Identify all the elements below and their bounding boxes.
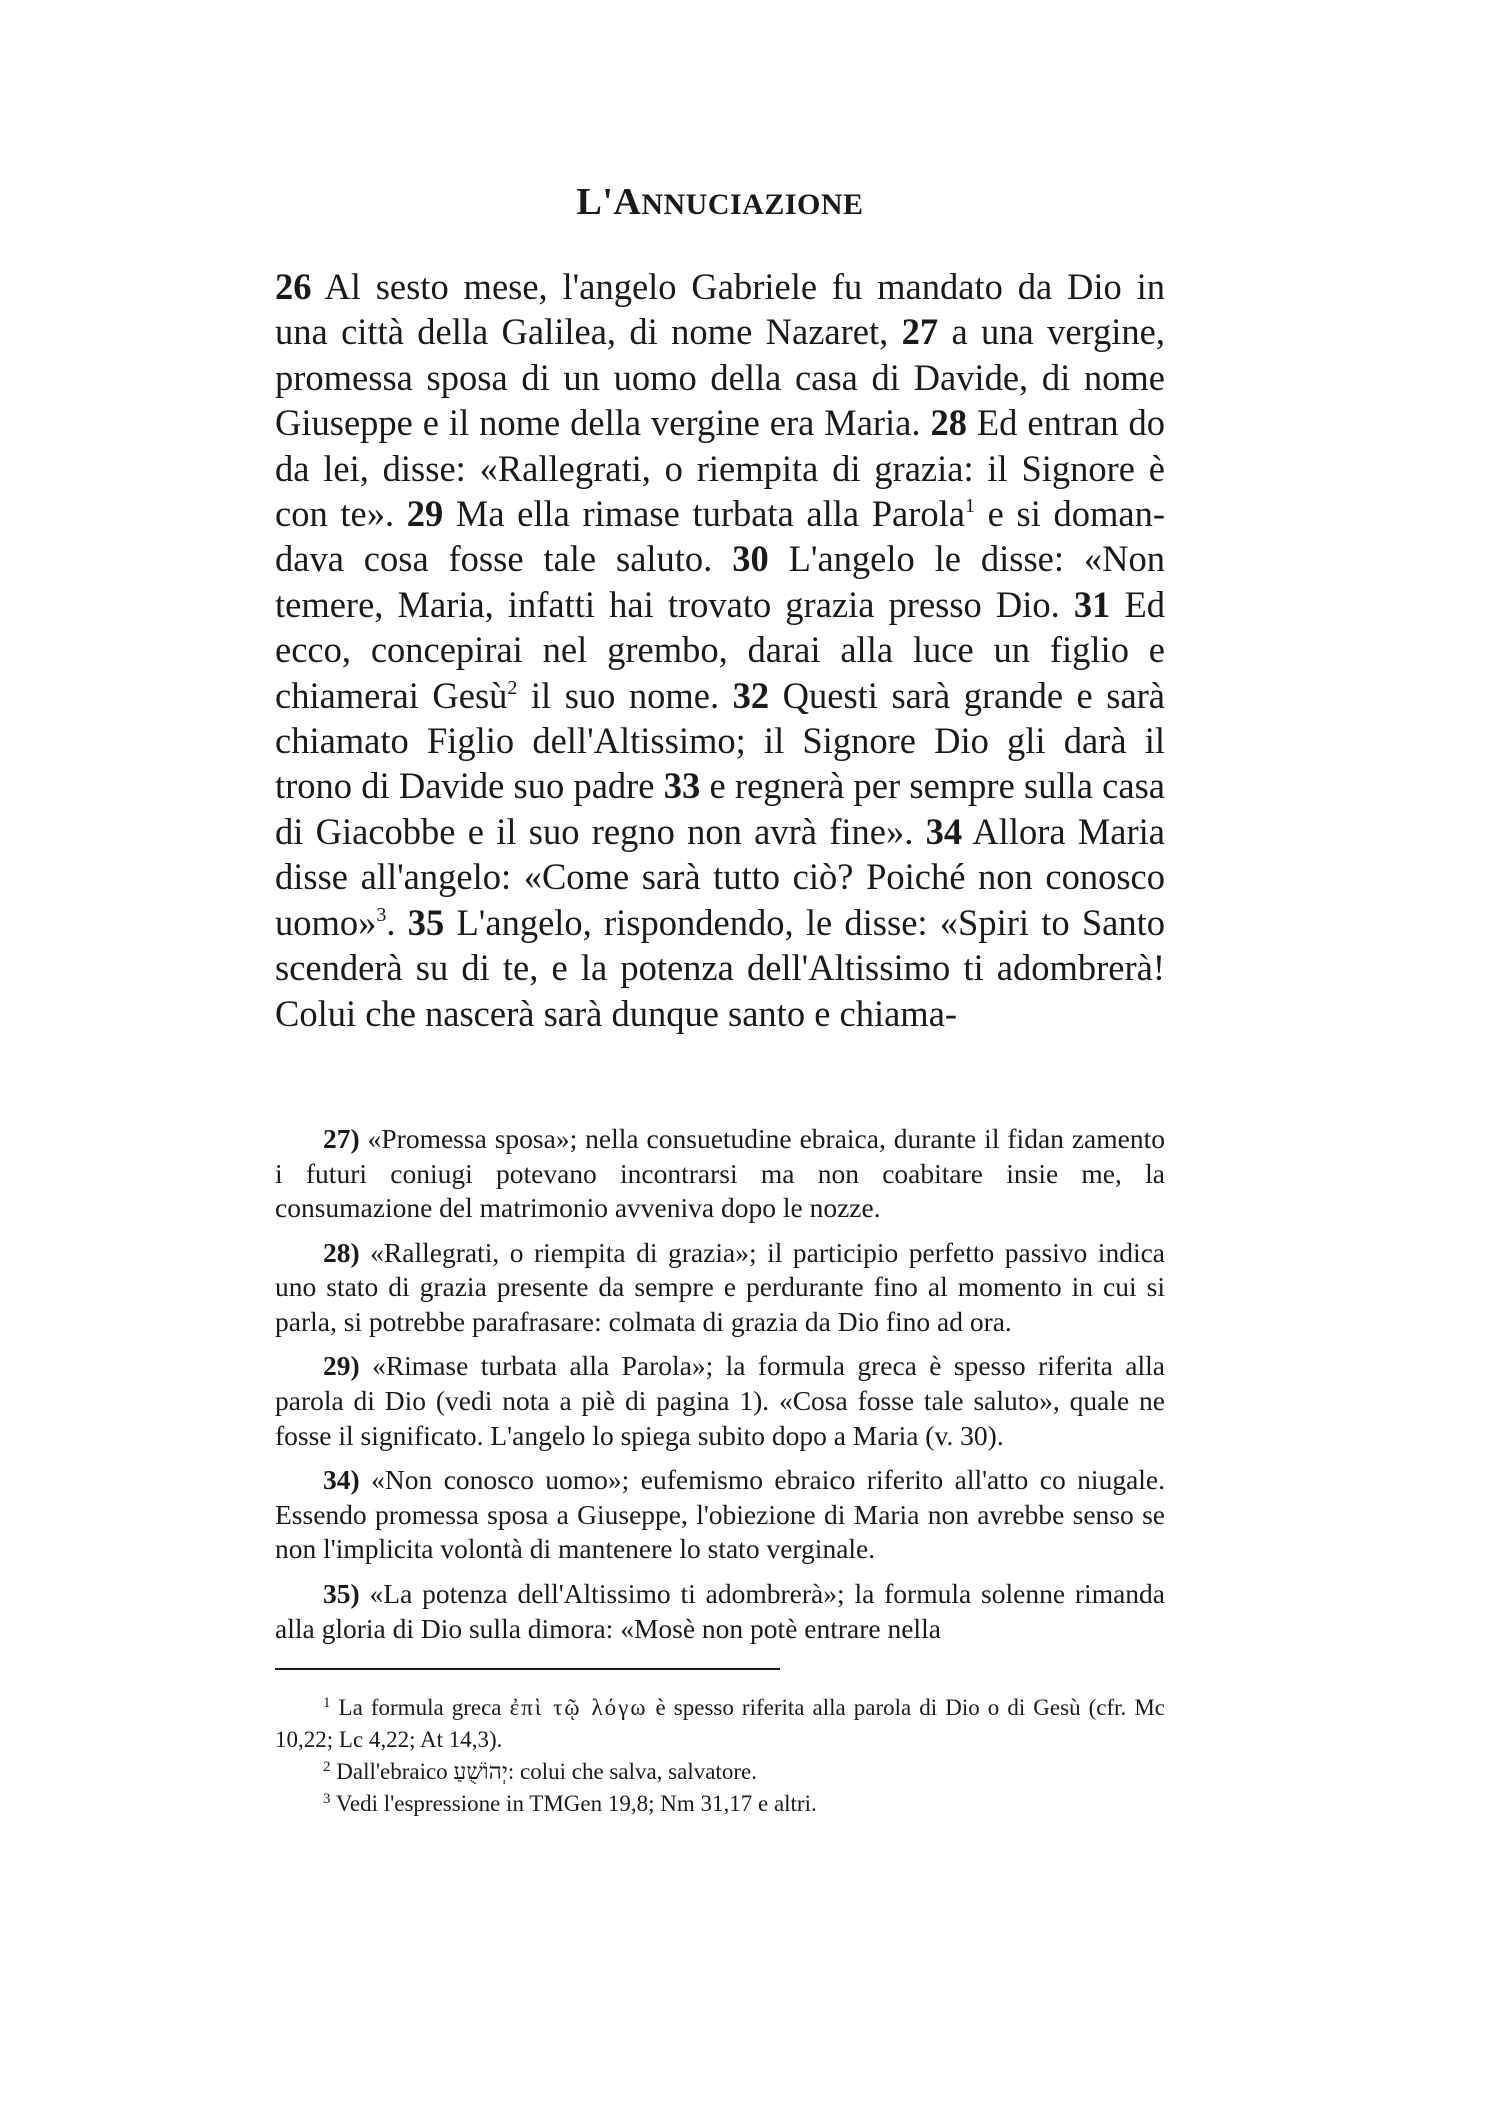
footnote — [275, 1788, 1165, 1820]
footnote-text: La formula greca — [330, 1695, 510, 1721]
footnote — [275, 1692, 1165, 1756]
verse-number: 29 — [406, 493, 444, 535]
footnotes — [275, 1692, 1165, 1820]
verse-text: L'angelo le disse: «Non temere, Maria, infatti hai trovato grazia presso Dio. — [275, 538, 1165, 625]
verse-number: 28 — [930, 402, 967, 444]
verse-text: . — [386, 901, 408, 943]
note-ref: 29) — [323, 1350, 360, 1382]
verse-number: 33 — [663, 765, 701, 807]
verse-text: Al sesto mese, l'angelo Gabriele fu mandato da Dio in una città della Galilea, di nome Nazaret, — [275, 266, 1165, 353]
verse-text: Ed ecco, concepirai nel grembo, darai alla luce un figlio e chiamerai Gesù — [275, 583, 1165, 716]
note-ref: 28) — [323, 1236, 360, 1268]
verse-number: 26 — [275, 266, 312, 307]
footnote-number: 2 — [323, 1759, 331, 1776]
footnote-text: Vedi l'espressione in TMGen 19,8; Nm 31,17 e altri. — [330, 1791, 817, 1817]
footnote-text: : colui che salva, salvatore. — [507, 1759, 757, 1785]
verse-text: Ed entran do da lei, disse: «Rallegrati, o riempita di grazia: il Signore è con te». — [275, 402, 1165, 535]
footnote-number: 3 — [323, 1791, 331, 1808]
footnote-marker[interactable]: 1 — [965, 495, 976, 518]
commentary-note — [275, 1463, 1165, 1567]
commentary-note — [275, 1236, 1165, 1340]
page-title — [275, 180, 1165, 224]
verse-number: 30 — [732, 538, 769, 580]
footnote-number: 1 — [323, 1695, 331, 1712]
note-ref: 34) — [323, 1464, 360, 1496]
footnote-marker[interactable]: 3 — [376, 903, 387, 926]
title-rest: NNUCIAZIONE — [641, 188, 864, 221]
verse-text: a una vergine, promessa sposa di un uomo della casa di Davide, di nome Giuseppe e il nome della vergine era Maria. — [275, 311, 1165, 444]
note-ref: 35) — [323, 1578, 360, 1610]
note-text: «La potenza dell'Altissimo ti adombrerà»; la formula solenne rimanda alla gloria di Dio sulla dimora: «Mosè non potè entrare nella — [275, 1578, 1165, 1644]
note-text: «Rimase turbata alla Parola»; la formula greca è spesso riferita alla parola di Dio (vedi nota a piè di pagina 1). «Cosa fosse tale saluto», quale ne fosse il significato. L'angelo lo spiega subito dopo a Maria (v. 30). — [275, 1350, 1165, 1451]
verse-number: 32 — [732, 674, 770, 716]
note-ref: 27) — [323, 1122, 360, 1154]
verse-text: il suo nome. — [517, 674, 733, 716]
footnote — [275, 1756, 1165, 1788]
hebrew-word: יְהוֹשֻׁעַ — [453, 1759, 508, 1785]
page — [275, 180, 1165, 1820]
verse-number: 27 — [901, 311, 939, 353]
footnote-text: Dall'ebraico — [330, 1759, 454, 1785]
verse-text: L'angelo, rispondendo, le disse: «Spiri to Santo scenderà su di te, e la potenza dell'Altissimo ti adombrerà! Colui che nascerà sarà dunque santo e chiama- — [275, 901, 1165, 1034]
commentary-notes — [275, 1122, 1165, 1646]
commentary-note — [275, 1577, 1165, 1646]
footnote-divider — [275, 1668, 780, 1670]
scripture-passage — [275, 264, 1165, 1036]
commentary-note — [275, 1122, 1165, 1226]
verse-text: e regnerà per sempre sulla casa di Giacobbe e il suo regno non avrà fine». — [275, 765, 1165, 852]
note-text: «Promessa sposa»; nella consuetudine ebraica, durante il fidan zamento i futuri coniugi potevano incontrarsi ma non coabitare insie me, la consumazione del matrimonio avveniva dopo le nozze. — [275, 1122, 1165, 1224]
note-text: «Non conosco uomo»; eufemismo ebraico riferito all'atto co niugale. Essendo promessa sposa a Giuseppe, l'obiezione di Maria non avrebbe senso se non l'implicita volontà di mantenere lo stato verginale. — [275, 1464, 1165, 1565]
note-text: «Rallegrati, o riempita di grazia»; il participio perfetto passivo indica uno stato di grazia presente da sempre e perdurante fino al momento in cui si parla, si potrebbe parafrasare: colmata di grazia da Dio fino ad ora. — [275, 1236, 1165, 1337]
verse-text: Questi sarà grande e sarà chiamato Figlio dell'Altissimo; il Signore Dio gli darà il trono di Davide suo padre — [275, 674, 1165, 807]
title-first: L'A — [576, 181, 642, 223]
greek-phrase: ἐπὶ τῷ λόγω — [509, 1695, 648, 1721]
footnote-text: è spesso riferita alla parola di Dio o di Gesù (cfr. Mc 10,22; Lc 4,22; At 14,3). — [275, 1695, 1166, 1753]
footnote-marker[interactable]: 2 — [507, 676, 518, 699]
verse-text: e si doman dava cosa fosse tale saluto. — [275, 493, 1166, 580]
verse-text: Ma ella rimase turbata alla Parola — [443, 493, 966, 535]
verse-text: Allora Maria disse all'angelo: «Come sarà tutto ciò? Poiché non conosco uomo» — [275, 810, 1165, 943]
commentary-note — [275, 1349, 1165, 1453]
verse-number: 34 — [925, 810, 963, 852]
verse-number: 31 — [1073, 583, 1111, 625]
verse-number: 35 — [407, 901, 445, 943]
